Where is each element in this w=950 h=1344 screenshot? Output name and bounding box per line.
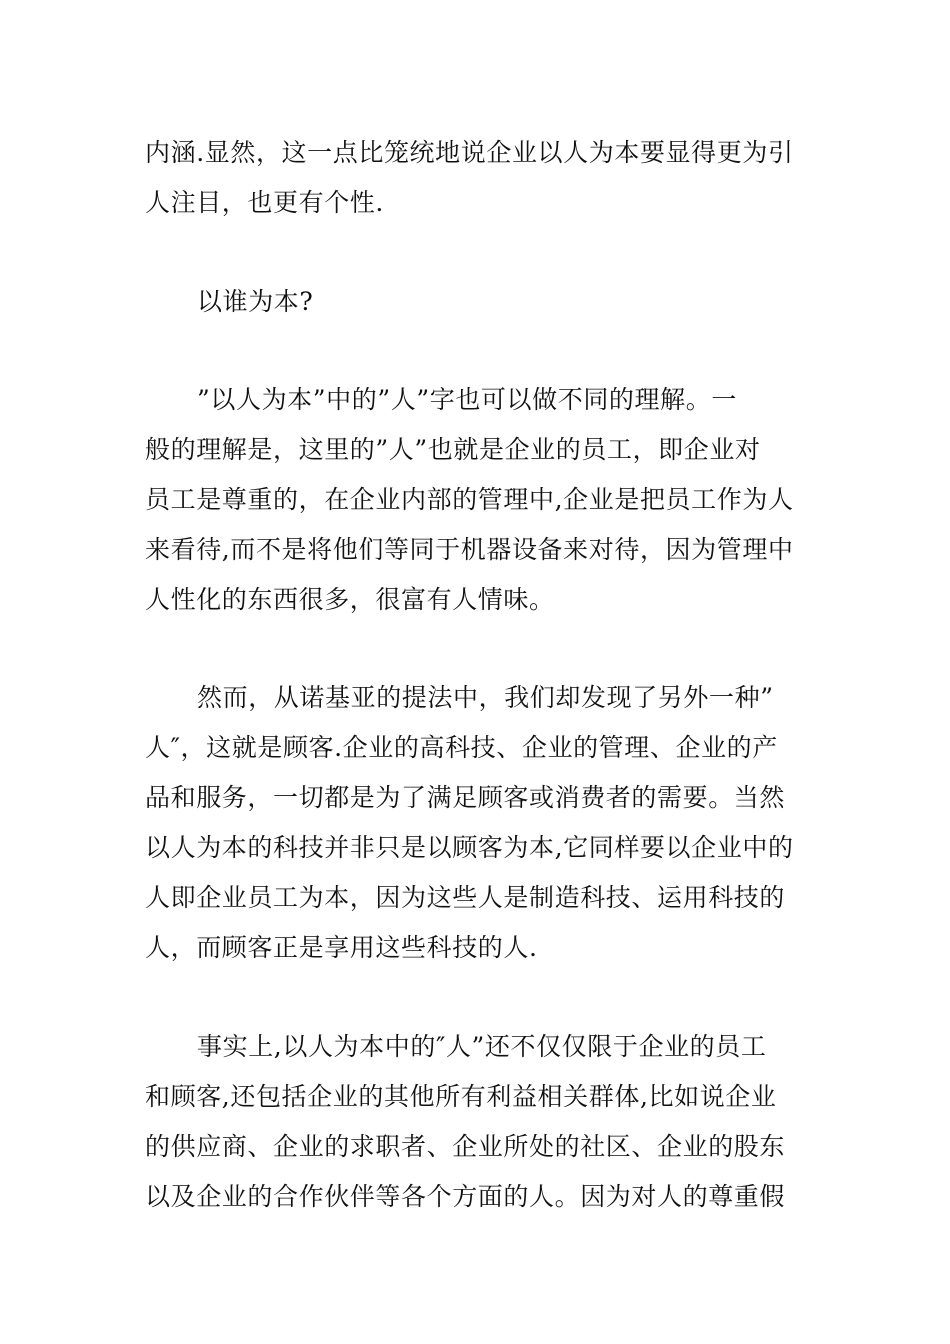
text-line: 以人为本的科技并非只是以顾客为本,它同样要以企业中的 [145, 833, 794, 862]
text-line: 人，而顾客正是享用这些科技的人. [145, 933, 538, 962]
text-line: 品和服务，一切都是为了满足顾客或消费者的需要。当然 [145, 783, 786, 812]
paragraph [145, 673, 810, 973]
text-line: 员工是尊重的，在企业内部的管理中,企业是把员工作为人 [145, 485, 794, 514]
text-line: 和顾客,还包括企业的其他所有利益相关群体,比如说企业 [145, 1082, 777, 1111]
text-line: 内涵.显然，这一点比笼统地说企业以人为本要显得更为引 [145, 138, 794, 167]
text-line: 事实上,以人为本中的″人”还不仅仅限于企业的员工 [197, 1032, 767, 1061]
text-line: 般的理解是，这里的”人”也就是企业的员工，即企业对 [145, 435, 761, 464]
paragraph-continuation [145, 128, 810, 228]
paragraph [145, 1022, 810, 1222]
text-line: 以及企业的合作伙伴等各个方面的人。因为对人的尊重假 [145, 1182, 786, 1211]
text-line: 人注目，也更有个性. [145, 188, 384, 217]
text-line: 人″，这就是顾客.企业的高科技、企业的管理、企业的产 [145, 733, 778, 762]
paragraph [145, 375, 810, 625]
text-line: 人性化的东西很多，很富有人情味。 [145, 585, 555, 614]
text-line: ”以人为本”中的”人”字也可以做不同的理解。一 [197, 385, 737, 414]
text-line: 然而，从诺基亚的提法中，我们却发现了另外一种” [197, 683, 774, 712]
section-heading [145, 277, 810, 327]
text-line: 人即企业员工为本，因为这些人是制造科技、运用科技的 [145, 883, 786, 912]
text-line: 来看待,而不是将他们等同于机器设备来对待，因为管理中 [145, 535, 794, 564]
heading-line: 以谁为本? [197, 287, 314, 316]
text-line: 的供应商、企业的求职者、企业所处的社区、企业的股东 [145, 1132, 786, 1161]
